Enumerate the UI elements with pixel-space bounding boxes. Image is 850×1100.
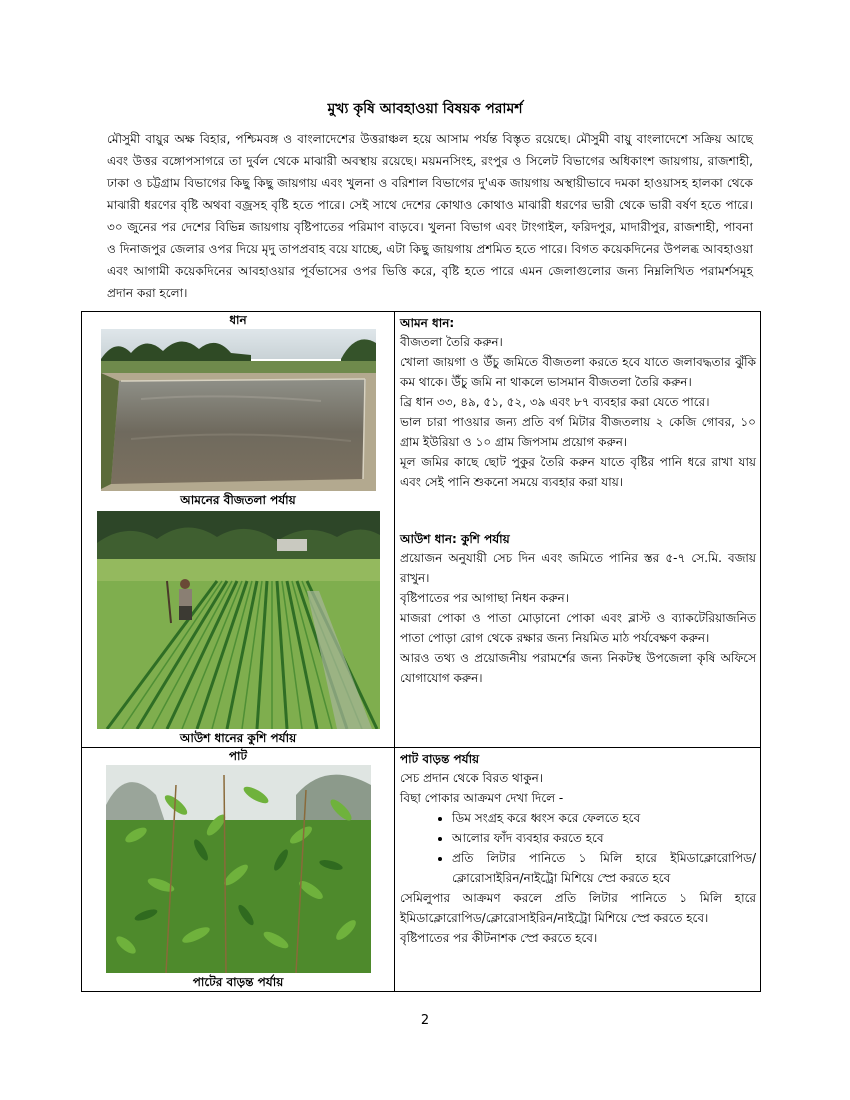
jute-bullet-list bbox=[400, 808, 756, 888]
page-number: 2 bbox=[420, 1013, 430, 1028]
list-item: • ডিম সংগ্রহ করে ধ্বংস করে ফেলতে হবে bbox=[452, 808, 756, 828]
jute-image-cell bbox=[82, 748, 395, 992]
jute-para: বৃষ্টিপাতের পর কীটনাশক স্প্রে করতে হবে। bbox=[400, 931, 598, 945]
intro-paragraph: মৌসুমী বায়ুর অক্ষ বিহার, পশ্চিমবঙ্গ ও বাংলাদেশের উত্তরাঞ্চল হয়ে আসাম পর্যন্ত বিস্তৃত রয়েছে। মৌসুমী বায়ু বাংলাদেশে সক্রিয় আছে এবং উত্তর বঙ্গোপসাগরে তা দুর্বল থেকে মাঝারী অবস্থায় রয়েছে। ময়মনসিংহ, রংপুর ও সিলেট বিভাগের অধিকাংশ জায়গায়, রাজশাহী, ঢাকা ও চট্টগ্রাম বিভাগের কিছু কিছু জায়গায় এবং খুলনা ও বরিশাল বিভাগের দু'এক জায়গায় অস্থায়ীভাবে দমকা হাওয়াসহ হালকা থেকে মাঝারী ধরণের বৃষ্টি অথবা বজ্রসহ বৃষ্টি হতে পারে। সেই সাথে দেশের কোথাও কোথাও মাঝারী ধরণের ভারী থেকে ভারী বর্ষণ হতে পারে। ৩০ জুনের পর দেশের বিভিন্ন জায়গায় বৃষ্টিপাতের পরিমাণ বাড়বে। খুলনা বিভাগ এবং টাংগাইল, ফরিদপুর, মাদারীপুর, রাজশাহী, পাবনা ও দিনাজপুর জেলার ওপর দিয়ে মৃদু তাপপ্রবাহ বয়ে যাচ্ছে, এটা কিছু জায়গায় প্রশমিত হতে পারে। বিগত কয়েকদিনের উপলব্ধ আবহাওয়া এবং আগামী কয়েকদিনের আবহাওয়ার পূর্বভাসের ওপর ভিত্তি করে, বৃষ্টি হতে পারে এমন জেলাগুলোর জন্য নিম্নলিখিত পরামর্শসমূহ প্রদান করা হলো। bbox=[107, 132, 753, 300]
advisory-table bbox=[81, 311, 761, 992]
aus-caption: আউশ ধানের কুশি পর্যায় bbox=[179, 731, 297, 745]
aus-tillering-photo bbox=[97, 511, 380, 729]
table-row-rice bbox=[82, 312, 761, 748]
jute-para: বিছা পোকার আক্রমণ দেখা দিলে - bbox=[400, 791, 564, 805]
aman-para: বীজতলা তৈরি করুন। bbox=[400, 335, 503, 349]
jute-para: সেমিলুপার আক্রমণ করলে প্রতি লিটার পানিতে ১ মিলি হারে ইমিডাক্লোরোপিড/ক্লোরোসাইরিন/নাইট্রো মিশিয়ে স্প্রে করতে হবে। bbox=[400, 891, 756, 925]
rice-header: ধান bbox=[229, 313, 247, 327]
page-title: মুখ্য কৃষি আবহাওয়া বিষয়ক পরামর্শ bbox=[327, 101, 523, 117]
list-item: • প্রতি লিটার পানিতে ১ মিলি হারে ইমিডাক্লোরোপিড/ক্লোরোসাইরিন/নাইট্রো মিশিয়ে স্প্রে করতে হবে bbox=[452, 848, 756, 888]
rice-image-cell bbox=[82, 312, 395, 748]
jute-caption: পাটের বাড়ন্ত পর্যায় bbox=[192, 975, 284, 989]
aman-para: ব্রি ধান ৩৩, ৪৯, ৫১, ৫২, ৩৯ এবং ৮৭ ব্যবহার করা যেতে পারে। bbox=[400, 395, 710, 409]
aman-para: মূল জমির কাছে ছোট পুকুর তৈরি করুন যাতে বৃষ্টির পানি ধরে রাখা যায় এবং সেই পানি শুকনো সময়ে ব্যবহার করা যায়। bbox=[400, 455, 756, 489]
jute-growth-photo bbox=[106, 765, 371, 973]
aus-para: আরও তথ্য ও প্রয়োজনীয় পরামর্শের জন্য নিকটস্থ উপজেলা কৃষি অফিসে যোগাযোগ করুন। bbox=[400, 651, 756, 685]
aman-para: ভাল চারা পাওয়ার জন্য প্রতি বর্গ মিটার বীজতলায় ২ কেজি গোবর, ১০ গ্রাম ইউরিয়া ও ১০ গ্রাম জিপসাম প্রয়োগ করুন। bbox=[400, 415, 756, 449]
jute-para: সেচ প্রদান থেকে বিরত থাকুন। bbox=[400, 771, 544, 785]
rice-advice-cell bbox=[395, 312, 761, 748]
list-item: • আলোর ফাঁদ ব্যবহার করতে হবে bbox=[452, 828, 756, 848]
jute-advice-cell bbox=[395, 748, 761, 992]
aus-title: আউশ ধান: কুশি পর্যায় bbox=[400, 532, 510, 546]
aman-seedbed-photo bbox=[101, 329, 376, 491]
aman-title: আমন ধান: bbox=[400, 316, 455, 330]
aman-caption: আমনের বীজতলা পর্যায় bbox=[180, 493, 296, 507]
aman-para: খোলা জায়গা ও উঁচু জমিতে বীজতলা করতে হবে যাতে জলাবদ্ধতার ঝুঁকি কম থাকে। উঁচু জমি না থাকলে ভাসমান বীজতলা তৈরি করুন। bbox=[400, 355, 756, 389]
aus-para: মাজরা পোকা ও পাতা মোড়ানো পোকা এবং ব্লাস্ট ও ব্যাকটেরিয়াজনিত পাতা পোড়া রোগ থেকে রক্ষার জন্য নিয়মিত মাঠ পর্যবেক্ষণ করুন। bbox=[400, 611, 756, 645]
jute-title: পাট বাড়ন্ত পর্যায় bbox=[400, 752, 480, 766]
jute-header: পাট bbox=[228, 749, 248, 763]
aus-para: বৃষ্টিপাতের পর আগাছা নিধন করুন। bbox=[400, 591, 569, 605]
aus-para: প্রয়োজন অনুযায়ী সেচ দিন এবং জমিতে পানির স্তর ৫-৭ সে.মি. বজায় রাখুন। bbox=[400, 551, 756, 585]
table-row-jute bbox=[82, 748, 761, 992]
